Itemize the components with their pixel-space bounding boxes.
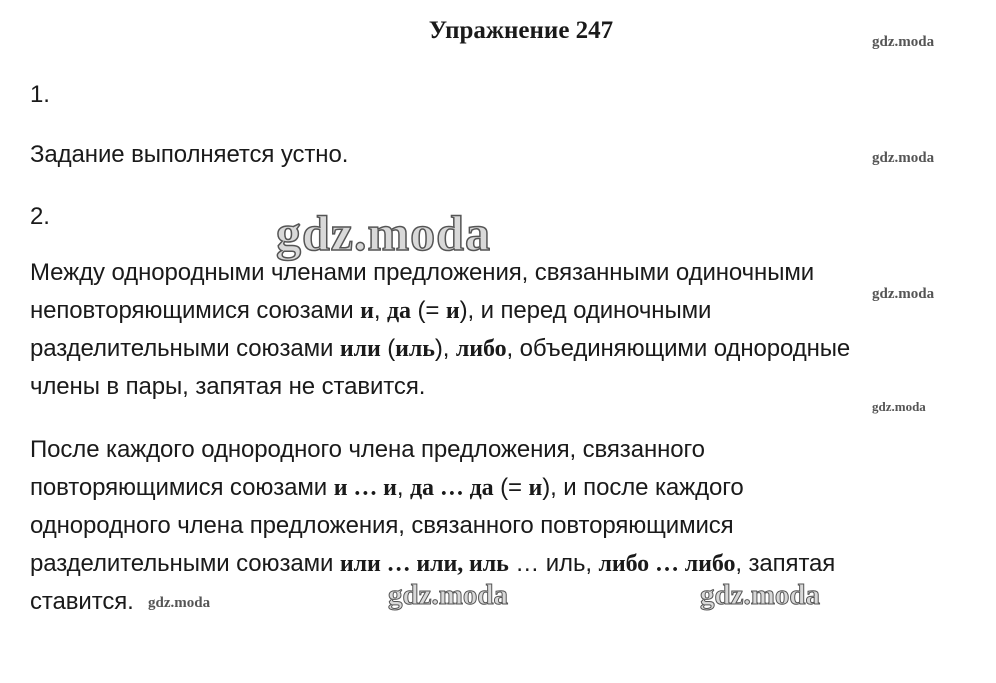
conjunction-bold: да … да bbox=[410, 475, 494, 501]
watermark-small: gdz.moda bbox=[872, 150, 935, 166]
paragraph-2-line-5: ставится. bbox=[30, 588, 134, 615]
text-fragment: ), bbox=[434, 335, 456, 362]
conjunction-bold: и … и bbox=[333, 475, 397, 501]
paragraph-2-line-1: После каждого однородного члена предложения, связанного bbox=[30, 436, 705, 463]
text-fragment: , запятая bbox=[735, 550, 836, 577]
conjunction-bold: иль bbox=[395, 336, 435, 362]
watermark-small: gdz.moda bbox=[872, 399, 926, 414]
watermark-small: gdz.moda bbox=[148, 595, 211, 611]
paragraph-1-line-2 bbox=[30, 292, 711, 331]
conjunction-bold: и bbox=[360, 298, 374, 324]
text-fragment: разделительными союзами bbox=[30, 550, 340, 577]
conjunction-bold: и bbox=[445, 298, 460, 324]
text-fragment: разделительными союзами bbox=[30, 335, 340, 362]
conjunction-bold: и bbox=[528, 475, 543, 501]
paragraph-1-line-3 bbox=[30, 330, 850, 369]
paragraph-2-line-3: однородного члена предложения, связанного повторяющимися bbox=[30, 512, 734, 539]
watermark-medium: gdz.moda bbox=[700, 579, 821, 611]
conjunction-bold: или bbox=[339, 336, 381, 362]
paragraph-1-line-1: Между однородными членами предложения, связанными одиночными bbox=[30, 259, 815, 286]
item-1-number: 1. bbox=[30, 81, 50, 108]
text-fragment: , bbox=[396, 474, 410, 501]
text-fragment: неповторяющимися союзами bbox=[30, 297, 361, 324]
text-fragment: , bbox=[373, 297, 387, 324]
text-fragment: , объединяющими однородные bbox=[506, 335, 851, 362]
watermark-small: gdz.moda bbox=[872, 34, 935, 50]
text-fragment: ), и перед одиночными bbox=[459, 297, 712, 324]
paragraph-2-line-4 bbox=[30, 545, 835, 584]
item-1-text: Задание выполняется устно. bbox=[30, 141, 349, 168]
page-title: Упражнение 247 bbox=[428, 17, 614, 44]
text-fragment: (= bbox=[410, 297, 446, 324]
conjunction-bold: либо bbox=[455, 336, 507, 362]
text-fragment: ), и после каждого bbox=[542, 474, 744, 501]
watermark-small: gdz.moda bbox=[872, 286, 935, 302]
paragraph-1-line-4: члены в пары, запятая не ставится. bbox=[30, 373, 426, 400]
conjunction-bold: либо … либо bbox=[598, 551, 736, 577]
text-fragment: (= bbox=[493, 474, 529, 501]
text-fragment: повторяющимися союзами bbox=[30, 474, 334, 501]
text-fragment: … иль, bbox=[508, 550, 599, 577]
text-fragment: ( bbox=[380, 335, 396, 362]
item-2-number: 2. bbox=[30, 203, 50, 230]
conjunction-bold: да bbox=[386, 298, 411, 324]
conjunction-bold: или … или, иль bbox=[339, 551, 509, 577]
paragraph-2-line-2 bbox=[30, 469, 744, 508]
watermark-medium: gdz.moda bbox=[388, 579, 509, 611]
watermark-large: gdz.moda bbox=[276, 205, 491, 261]
